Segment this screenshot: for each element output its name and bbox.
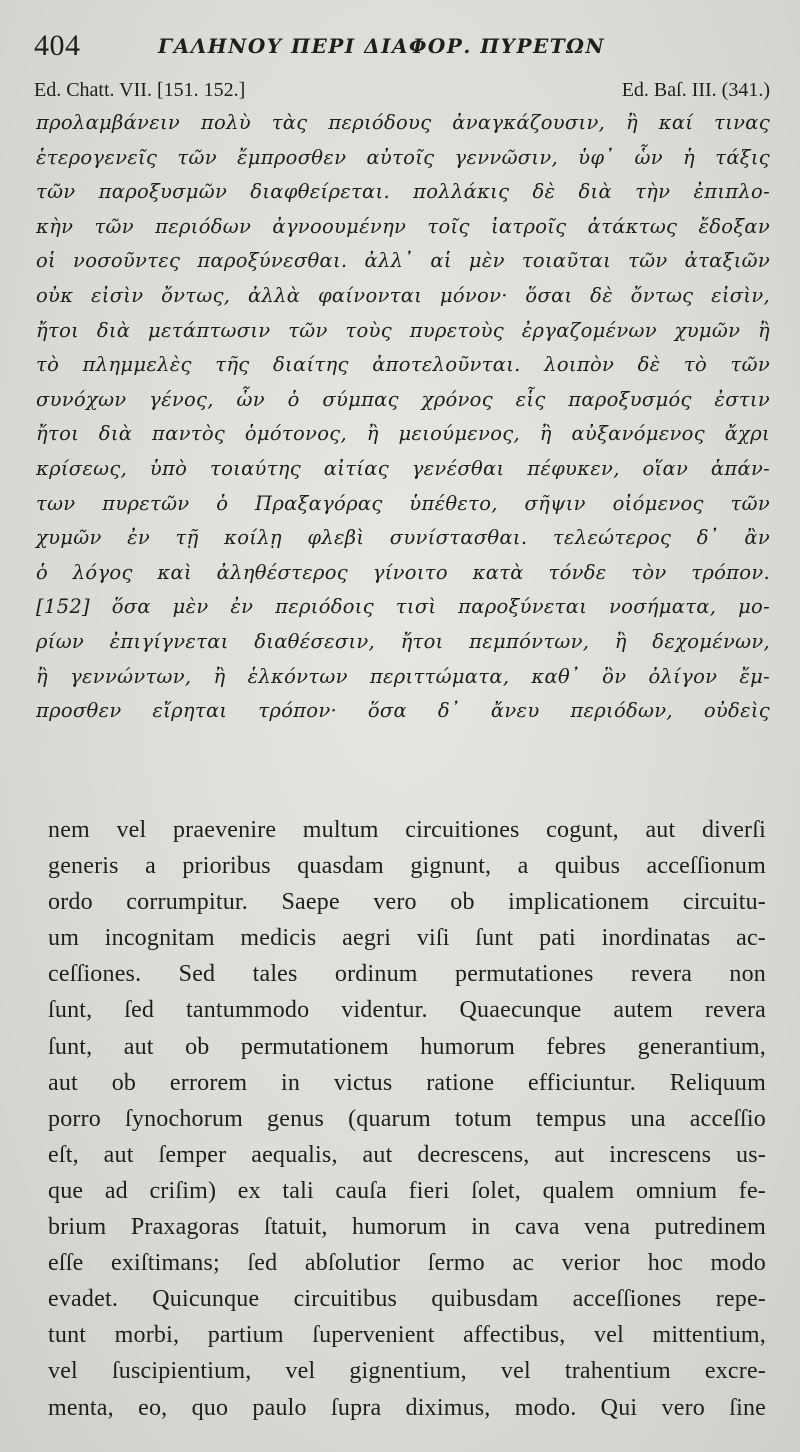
running-title: ΓΑΛΗΝΟΥ ΠΕΡΙ ΔΙΑΦΟΡ. ΠΥΡΕΤΩΝ (158, 34, 606, 58)
latin-line: evadet. Quicunque circuitibus quibusdam acceſſiones repe- (48, 1286, 766, 1313)
page-header (34, 28, 774, 68)
greek-line: [152] ὅσα μὲν ἐν περιόδοις τισὶ παροξύνεται νοσήματα, μο- (36, 595, 770, 619)
greek-line: προσθεν εἴρηται τρόπον· ὅσα δ᾽ ἄνευ περιόδων, οὐδεὶς (36, 699, 770, 723)
edition-basel-ref: Ed. Baſ. III. (341.) (621, 79, 770, 101)
latin-line: tunt morbi, partium ſupervenient affectibus, vel mittentium, (48, 1322, 766, 1349)
greek-line: οἱ νοσοῦντες παροξύνεσθαι. ἀλλ᾽ αἱ μὲν τοιαῦται τῶν ἀταξιῶν (36, 249, 770, 273)
greek-line: συνόχων γένος, ὧν ὁ σύμπας χρόνος εἷς παροξυσμός ἐστιν (36, 387, 770, 411)
latin-line: menta, eo, quo paulo ſupra diximus, modo. Qui vero ſine (48, 1394, 766, 1421)
greek-line: ἢ γεννώντων, ἢ ἑλκόντων περιττώματα, καθ᾽ ὃν ὀλίγον ἔμ- (36, 664, 770, 688)
greek-line: ἤτοι διὰ παντὸς ὁμότονος, ἢ μειούμενος, ἢ αὐξανόμενος ἄχρι (36, 422, 770, 446)
latin-line: ceſſiones. Sed tales ordinum permutationes revera non (48, 961, 766, 988)
greek-line: ὁ λόγος καὶ ἀληθέστερος γίνοιτο κατὰ τόνδε τὸν τρόπον. (36, 560, 770, 584)
latin-line: que ad criſim) ex tali cauſa fieri ſolet, qualem omnium fe- (48, 1177, 766, 1204)
latin-line: eſſe exiſtimans; ſed abſolutior ſermo ac verior hoc modo (48, 1250, 766, 1277)
latin-line: vel ſuscipientium, vel gignentium, vel trahentium excre- (48, 1358, 766, 1385)
latin-line: porro ſynochorum genus (quarum totum tempus una acceſſio (48, 1105, 766, 1132)
greek-line: ἑτερογενεῖς τῶν ἔμπροσθεν αὐτοῖς γεννῶσιν, ὑφ᾽ ὧν ἡ τάξις (36, 145, 770, 169)
greek-line: προλαμβάνειν πολὺ τὰς περιόδους ἀναγκάζουσιν, ἢ καί τινας (36, 111, 770, 134)
edition-reference-line (34, 76, 770, 104)
latin-line: ſunt, aut ob permutationem humorum febres generantium, (48, 1033, 766, 1060)
latin-line: brium Praxagoras ſtatuit, humorum in cava vena putredinem (48, 1214, 766, 1241)
latin-translation-block (48, 812, 766, 1426)
latin-line: aut ob errorem in victus ratione efficiuntur. Reliquum (48, 1069, 766, 1096)
greek-line: των πυρετῶν ὁ Πραξαγόρας ὑπέθετο, σῆψιν οἰόμενος τῶν (36, 491, 770, 515)
latin-line: ordo corrumpitur. Saepe vero ob implicationem circuitu- (48, 889, 766, 916)
latin-line: generis a prioribus quasdam gignunt, a quibus acceſſionum (48, 853, 766, 880)
edition-chartier-ref: Ed. Chatt. VII. [151. 152.] (34, 79, 246, 101)
greek-line: τὸ πλημμελὲς τῆς διαίτης ἀποτελοῦνται. λοιπὸν δὲ τὸ τῶν (36, 353, 770, 377)
page-number: 404 (34, 29, 81, 62)
greek-text-block (36, 106, 770, 729)
greek-line: τῶν παροξυσμῶν διαφθείρεται. πολλάκις δὲ διὰ τὴν ἐπιπλο- (36, 180, 770, 204)
greek-line: ρίων ἐπιγίγνεται διαθέσεσιν, ἤτοι πεμπόντων, ἢ δεχομένων, (36, 629, 770, 653)
greek-line: ἤτοι διὰ μετάπτωσιν τῶν τοὺς πυρετοὺς ἐργαζομένων χυμῶν ἢ (36, 318, 770, 342)
latin-line: um incognitam medicis aegri viſi ſunt pati inordinatas ac- (48, 925, 766, 952)
latin-line: ſunt, ſed tantummodo videntur. Quaecunque autem revera (48, 997, 766, 1024)
greek-line: οὐκ εἰσὶν ὄντως, ἀλλὰ φαίνονται μόνον· ὅσαι δὲ ὄντως εἰσὶν, (36, 283, 770, 307)
greek-line: κρίσεως, ὑπὸ τοιαύτης αἰτίας γενέσθαι πέφυκεν, οἵαν ἁπάν- (36, 456, 770, 480)
latin-line: eſt, aut ſemper aequalis, aut decrescens, aut increscens us- (48, 1141, 766, 1168)
greek-line: κὴν τῶν περιόδων ἀγνοουμένην τοῖς ἰατροῖς ἀτάκτως ἔδοξαν (36, 214, 770, 238)
greek-line: χυμῶν ἐν τῇ κοίλῃ φλεβὶ συνίστασθαι. τελεώτερος δ᾽ ἂν (36, 526, 770, 550)
latin-line: nem vel praevenire multum circuitiones cogunt, aut diverſi (48, 817, 766, 843)
